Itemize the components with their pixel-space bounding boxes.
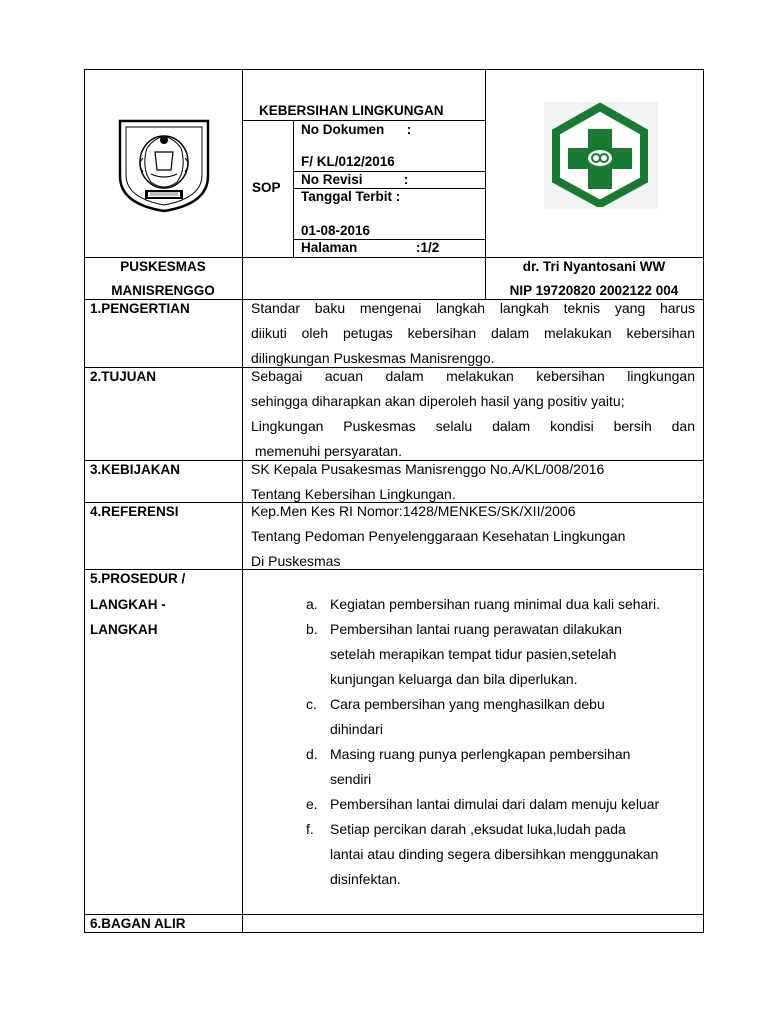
list-item (306, 792, 698, 817)
list-marker: a. (306, 596, 318, 612)
tujuan-line-4: memenuhi persyaratan. (251, 443, 402, 459)
list-item-text: dihindari (330, 721, 383, 737)
halaman-label: Halaman (301, 240, 358, 255)
section-label-pengertian: 1.PENGERTIAN (90, 301, 190, 316)
tujuan-line-2: sehingga diharapkan akan diperoleh hasil yang positiv yaitu; (251, 393, 625, 409)
pengertian-line-1: Standar baku mengenai langkah langkah teknis yang harus (251, 300, 695, 316)
signatory-nip: NIP 19720820 2002122 004 (509, 283, 679, 298)
list-item-text: lantai atau dinding segera dibersihkan menggunakan (330, 846, 659, 862)
document-title: KEBERSIHAN LINGKUNGAN (259, 103, 444, 118)
no-dokumen-label: No Dokumen : (301, 122, 412, 137)
list-item (306, 617, 698, 692)
section-label-prosedur-2: LANGKAH - (90, 597, 166, 612)
list-item-text: Setiap percikan darah ,eksudat luka,ludah pada (330, 821, 626, 837)
tanggal-terbit-value: 01-08-2016 (301, 223, 371, 238)
kebijakan-line-1: SK Kepala Pusakesmas Manisrenggo No.A/KL/008/2016 (251, 461, 605, 477)
list-item-text: disinfektan. (330, 871, 401, 887)
referensi-line-2: Tentang Pedoman Penyelenggaraan Kesehatan Lingkungan (251, 528, 626, 544)
puskesmas-logo-icon (550, 103, 650, 207)
list-marker: d. (306, 746, 318, 762)
section-label-bagan-alir: 6.BAGAN ALIR (90, 916, 186, 931)
no-dokumen-value: F/ KL/012/2016 (301, 154, 395, 169)
puskesmas-name-line2: MANISRENGGO (111, 283, 215, 298)
list-item-text: kunjungan keluarga dan bila diperlukan. (330, 671, 578, 687)
section-label-tujuan: 2.TUJUAN (90, 369, 157, 384)
list-item-text: Kegiatan pembersihan ruang minimal dua kali sehari. (330, 596, 660, 612)
list-item (306, 742, 698, 792)
list-item-text: setelah merapikan tempat tidur pasien,setelah (330, 646, 617, 662)
puskesmas-name-line1: PUSKESMAS (120, 259, 206, 274)
list-marker: b. (306, 621, 318, 637)
list-item-text: sendiri (330, 771, 372, 787)
referensi-line-3: Di Puskesmas (251, 553, 341, 569)
section-label-kebijakan: 3.KEBIJAKAN (90, 462, 181, 477)
halaman-value: :1/2 (416, 240, 440, 255)
kebijakan-line-2: Tentang Kebersihan Lingkungan. (251, 486, 456, 502)
list-marker: c. (306, 696, 317, 712)
list-item (306, 817, 698, 892)
section-label-prosedur-3: LANGKAH (90, 622, 158, 637)
regency-emblem-icon (117, 118, 211, 214)
list-item-text: Pembersihan lantai dimulai dari dalam menuju keluar (330, 796, 660, 812)
list-item (306, 692, 698, 742)
no-revisi-label: No Revisi : (301, 172, 409, 187)
signatory-name: dr. Tri Nyantosani WW (522, 259, 666, 274)
sop-label: SOP (252, 180, 281, 195)
tujuan-line-3: Lingkungan Puskesmas selalu dalam kondisi bersih dan (251, 418, 695, 434)
section-label-referensi: 4.REFERENSI (90, 504, 179, 519)
referensi-line-1: Kep.Men Kes RI Nomor:1428/MENKES/SK/XII/2006 (251, 503, 576, 519)
prosedur-list (306, 592, 698, 892)
list-marker: e. (306, 796, 318, 812)
list-item (306, 592, 698, 617)
list-item-text: Masing ruang punya perlengkapan pembersihan (330, 746, 631, 762)
pengertian-line-3: dilingkungan Puskesmas Manisrenggo. (251, 350, 495, 366)
tanggal-terbit-label: Tanggal Terbit : (301, 189, 401, 204)
list-item-text: Cara pembersihan yang menghasilkan debu (330, 696, 605, 712)
section-label-prosedur-1: 5.PROSEDUR / (90, 571, 186, 586)
pengertian-line-2: diikuti oleh petugas kebersihan dalam melakukan kebersihan (251, 325, 695, 341)
tujuan-line-1: Sebagai acuan dalam melakukan kebersihan lingkungan (251, 368, 695, 384)
list-marker: f. (306, 821, 314, 837)
list-item-text: Pembersihan lantai ruang perawatan dilakukan (330, 621, 622, 637)
